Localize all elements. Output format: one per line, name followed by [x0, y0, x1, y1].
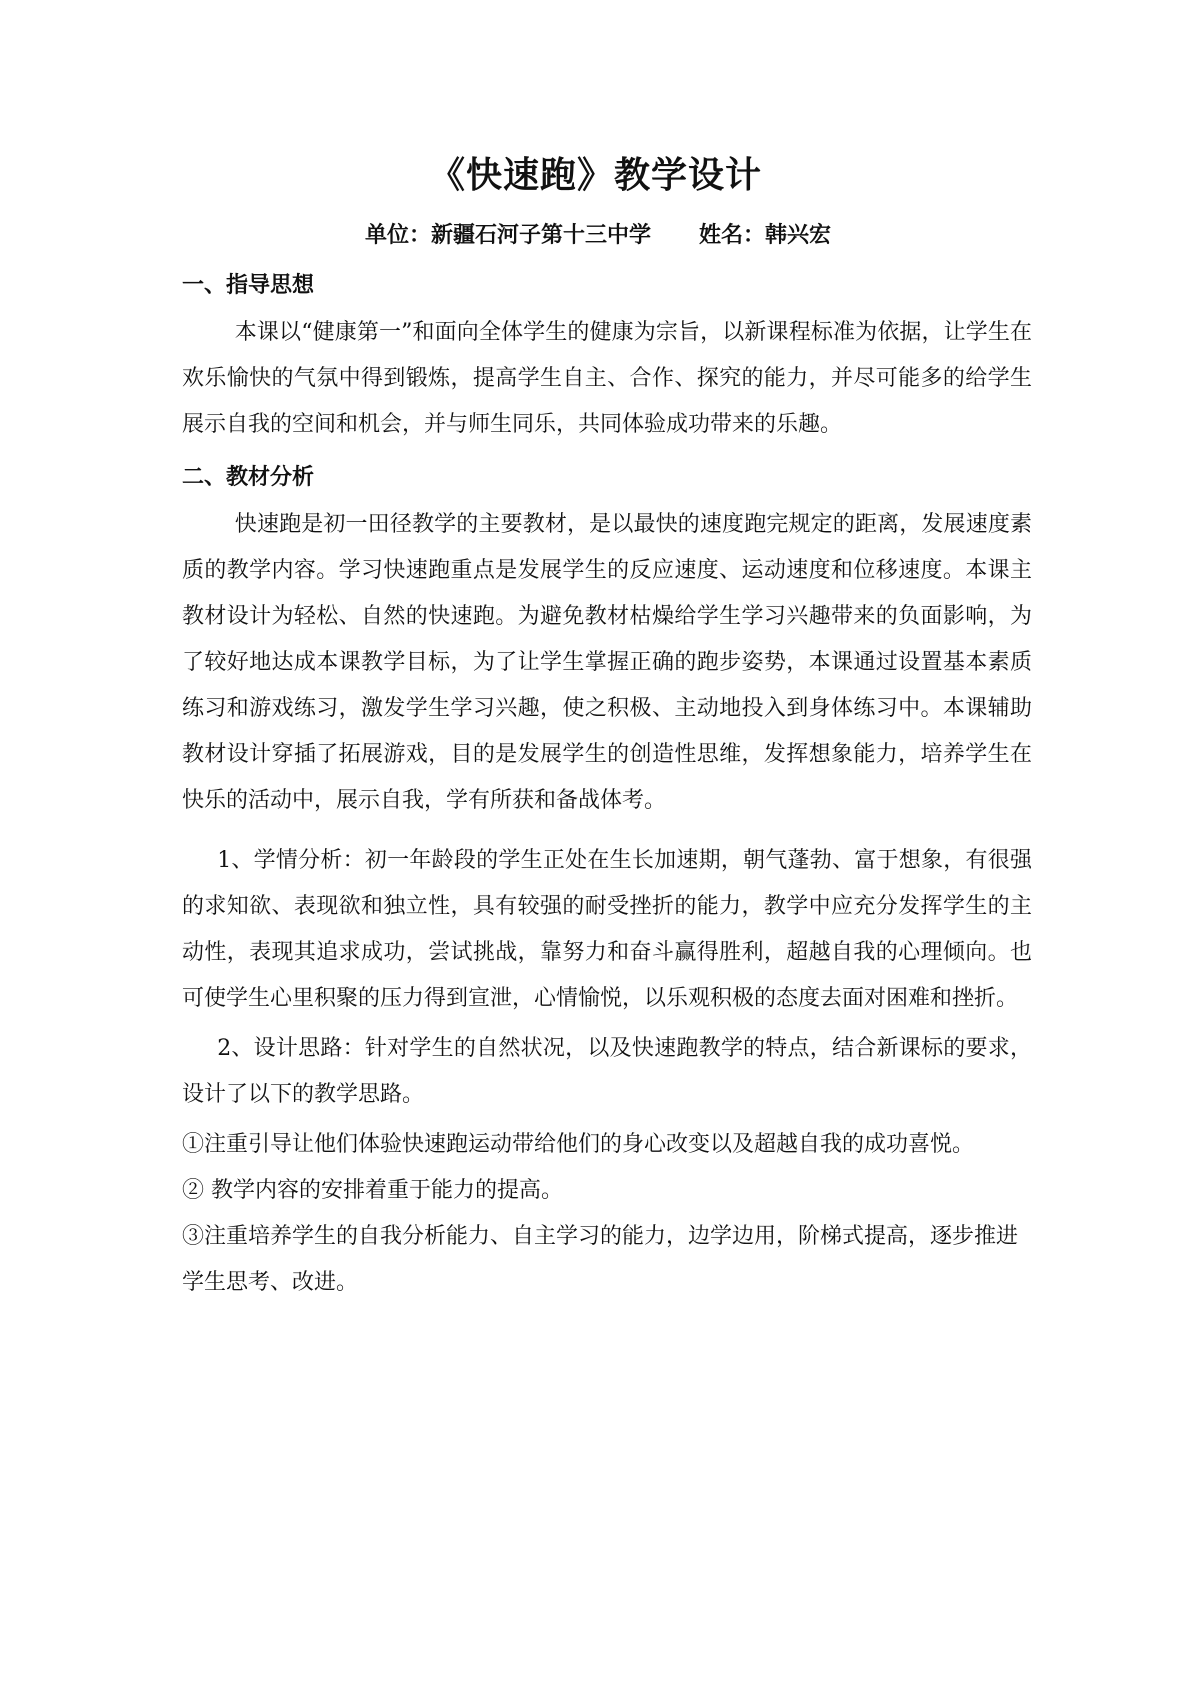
document-title: 《快速跑》教学设计 [428, 154, 762, 196]
section-heading-material-analysis: 二、教材分析 [182, 464, 315, 490]
list-item: ①注重引导让他们体验快速跑运动带给他们的身心改变以及超越自我的成功喜悦。 [182, 1132, 975, 1157]
paragraph-student-analysis: 1、学情分析：初一年龄段的学生正处在生长加速期，朝气蓬勃、富于想象，有很强的求知欲、表现欲和独立性，具有较强的耐受挫折的能力，教学中应充分发挥学生的主动性，表现其追求成功，尝试挑战，靠努力和奋斗赢得胜利，超越自我的心理倾向。也可使学生心里积聚的压力得到宣泄，心情愉悦，以乐观积极的态度去面对困难和挫折。 [182, 848, 1032, 1011]
paragraph-material-analysis: 快速跑是初一田径教学的主要教材，是以最快的速度跑完规定的距离，发展速度素质的教学内容。学习快速跑重点是发展学生的反应速度、运动速度和位移速度。本课主教材设计为轻松、自然的快速跑。为避免教材枯燥给学生学习兴趣带来的负面影响，为了较好地达成本课教学目标，为了让学生掌握正确的跑步姿势，本课通过设置基本素质练习和游戏练习，激发学生学习兴趣，使之积极、主动地投入到身体练习中。本课辅助教材设计穿插了拓展游戏，目的是发展学生的创造性思维，发挥想象能力，培养学生在快乐的活动中，展示自我，学有所获和备战体考。 [182, 512, 1032, 813]
byline-name: 姓名：韩兴宏 [699, 222, 832, 248]
paragraph-guiding-ideology: 本课以“健康第一”和面向全体学生的健康为宗旨，以新课程标准为依据，让学生在欢乐愉快的气氛中得到锻炼，提高学生自主、合作、探究的能力，并尽可能多的给学生展示自我的空间和机会，并与师生同乐，共同体验成功带来的乐趣。 [182, 320, 1032, 437]
section-heading-guiding-ideology: 一、指导思想 [182, 272, 315, 298]
paragraph-design-approach: 2、设计思路：针对学生的自然状况，以及快速跑教学的特点，结合新课标的要求，设计了以下的教学思路。 [182, 1036, 1032, 1107]
byline-unit: 单位：新疆石河子第十三中学 [365, 222, 652, 248]
byline [365, 220, 831, 250]
list-item: ② 教学内容的安排着重于能力的提高。 [182, 1178, 563, 1203]
document-body [182, 270, 1032, 1306]
list-item: ③注重培养学生的自我分析能力、自主学习的能力，边学边用，阶梯式提高，逐步推进学生思考、改进。 [182, 1224, 1019, 1295]
